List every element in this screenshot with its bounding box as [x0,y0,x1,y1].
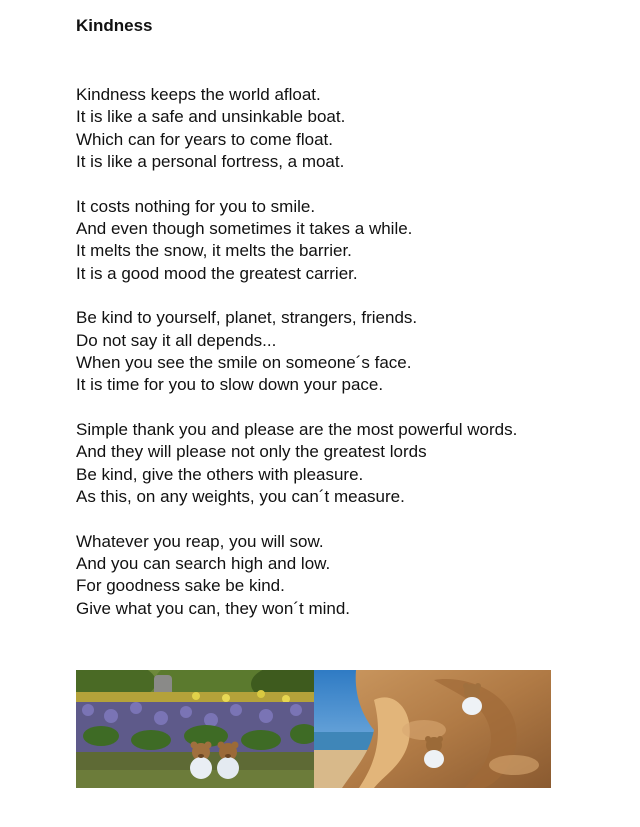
poem-line: And they will please not only the greatest lords [76,442,427,462]
photo-strip [76,670,551,788]
poem-line: For goodness sake be kind. [76,576,285,596]
poem-line: It is time for you to slow down your pace. [76,375,384,395]
poem-line: And even though sometimes it takes a while. [76,218,413,238]
poem-line: It costs nothing for you to smile. [76,196,316,216]
poem-body [76,84,546,642]
poem-line: Give what you can, they won´t mind. [76,598,351,618]
poem-line: Simple thank you and please are the most powerful words. [76,420,518,440]
poem-line: Do not say it all depends... [76,330,277,350]
poem-line: Which can for years to come float. [76,129,333,149]
poem-line: When you see the smile on someone´s face. [76,352,412,372]
poem-line: Whatever you reap, you will sow. [76,531,324,551]
stanza [76,531,546,620]
poem-line: It is a good mood the greatest carrier. [76,263,358,283]
poem-line: Kindness keeps the world afloat. [76,85,321,104]
poem-line: It is like a personal fortress, a moat. [76,151,345,171]
teddy-bears-garden-photo-icon [76,670,314,788]
poem-line: It is like a safe and unsinkable boat. [76,107,346,127]
stanza [76,419,546,508]
poem-line: Be kind to yourself, planet, strangers, friends. [76,308,418,328]
teddy-bears-cliff-photo-icon [314,670,551,788]
poem-line: Be kind, give the others with pleasure. [76,464,364,484]
stanza [76,84,546,173]
poem-line: It melts the snow, it melts the barrier. [76,241,352,261]
stanza [76,307,546,396]
poem-title: Kindness [76,16,153,35]
stanza [76,196,546,285]
poem-line: And you can search high and low. [76,554,331,574]
poem-line: As this, on any weights, you can´t measure. [76,486,405,506]
